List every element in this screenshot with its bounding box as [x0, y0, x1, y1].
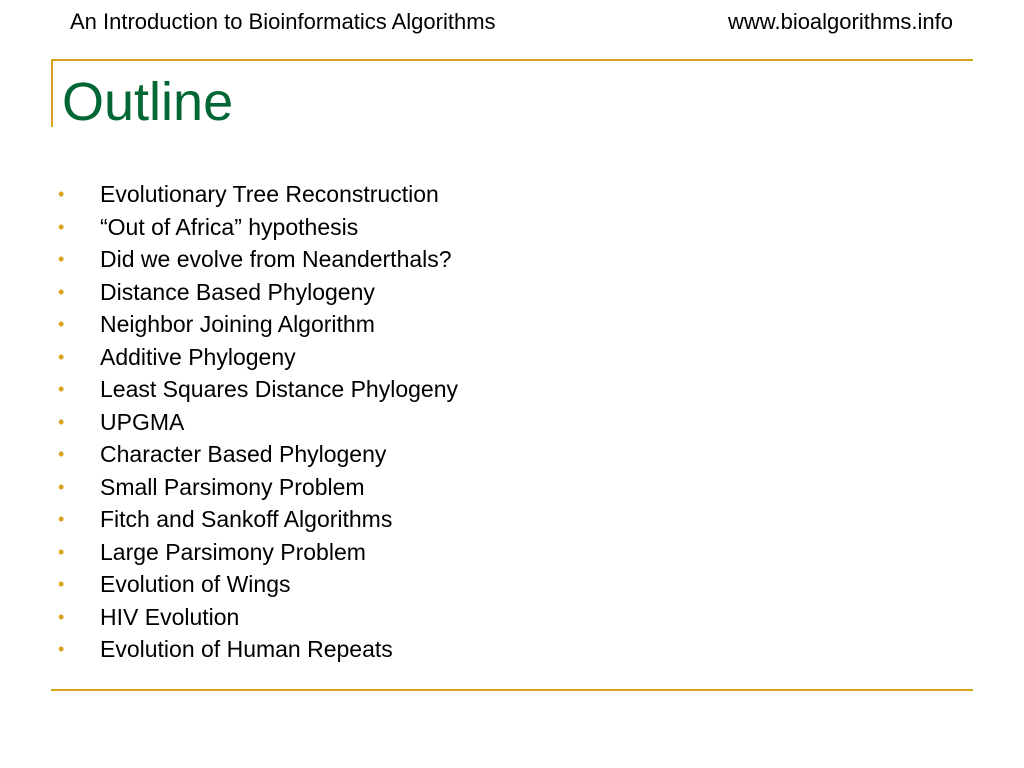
outline-item-label: HIV Evolution — [100, 603, 240, 630]
title-left-divider — [51, 59, 53, 127]
outline-item-label: Fitch and Sankoff Algorithms — [100, 506, 393, 532]
bullet-icon: • — [58, 346, 65, 367]
bullet-icon: • — [58, 281, 65, 302]
outline-item-label: Evolution of Wings — [100, 571, 291, 597]
outline-item-label: Did we evolve from Neanderthals? — [100, 246, 452, 272]
bullet-icon: • — [58, 639, 65, 659]
outline-item-label: “Out of Africa” hypothesis — [100, 213, 359, 240]
outline-item-label: Large Parsimony Problem — [100, 538, 366, 565]
outline-item-label: Distance Based Phylogeny — [100, 278, 375, 305]
bullet-icon: • — [58, 509, 65, 529]
outline-item-label: Small Parsimony Problem — [100, 473, 365, 500]
outline-item-label: Neighbor Joining Algorithm — [100, 311, 375, 337]
bullet-icon: • — [58, 476, 65, 497]
outline-item-label: UPGMA — [100, 408, 185, 435]
bottom-divider — [51, 689, 973, 691]
bullet-icon: • — [58, 411, 65, 432]
website-header: www.bioalgorithms.info — [728, 9, 953, 34]
outline-item-label: Evolution of Human Repeats — [100, 636, 393, 662]
course-title-header: An Introduction to Bioinformatics Algorithms — [70, 9, 496, 34]
outline-item-label: Evolutionary Tree Reconstruction — [100, 181, 439, 207]
bullet-icon: • — [58, 574, 65, 594]
bullet-icon: • — [58, 606, 65, 627]
outline-item-label: Character Based Phylogeny — [100, 441, 387, 467]
slide-title: Outline — [62, 72, 234, 132]
bullet-icon: • — [58, 314, 65, 334]
outline-item-label: Least Squares Distance Phylogeny — [100, 376, 458, 402]
bullet-icon: • — [58, 541, 65, 562]
top-divider — [51, 59, 973, 61]
bullet-icon: • — [58, 444, 65, 464]
bullet-icon: • — [58, 379, 65, 399]
bullet-icon: • — [58, 249, 65, 269]
outline-item-label: Additive Phylogeny — [100, 343, 296, 370]
bullet-icon: • — [58, 184, 65, 204]
bullet-icon: • — [58, 216, 65, 237]
